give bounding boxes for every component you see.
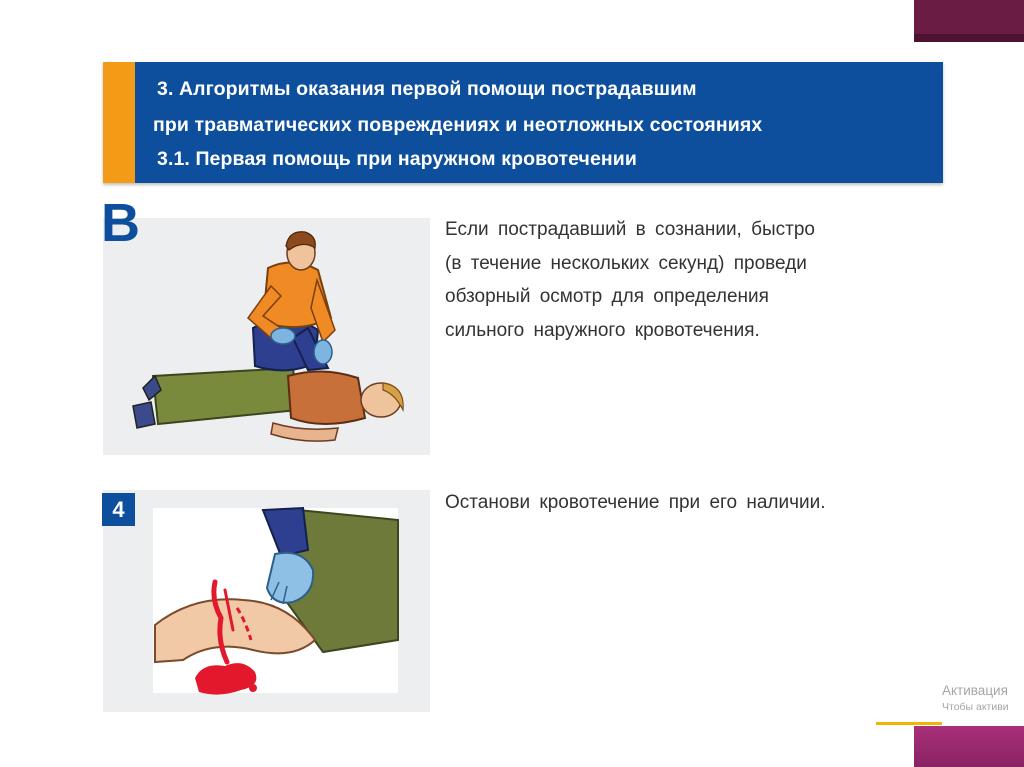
title-line-2: при травматических повреждениях и неотложных состояниях [153,114,763,136]
corner-decoration-bottom [914,726,1024,767]
title-line-1: 3. Алгоритмы оказания первой помощи пострадавшим [157,78,697,100]
illustration-inspection [103,218,430,455]
watermark-line-1: Активация [942,683,1008,698]
title-banner [103,62,943,183]
step-label-b: В [101,193,140,253]
step-b-description [445,213,815,347]
step-number-badge: 4 [102,493,135,526]
step-b-line: Если пострадавший в сознании, быстро [445,219,815,240]
step-b-line: обзорный осмотр для определения [445,286,769,307]
pressing-wound-illustration [103,490,430,712]
step-4-line: Останови кровотечение при его наличии. [445,492,826,513]
step-b-line: сильного наружного кровотечения. [445,319,760,341]
step-4-description [445,486,826,520]
watermark-line-2: Чтобы активи [942,701,1009,713]
illustration-stop-bleeding [103,490,430,712]
corner-decoration-top [914,0,1024,42]
step-b-line: (в течение нескольких секунд) проведи [445,252,807,274]
decorative-line [876,722,942,725]
activation-watermark [942,683,1009,713]
banner-accent-stripe [103,62,135,183]
title-line-3: 3.1. Первая помощь при наружном кровотечении [157,148,637,170]
rescuer-inspecting-victim-illustration [103,218,430,455]
